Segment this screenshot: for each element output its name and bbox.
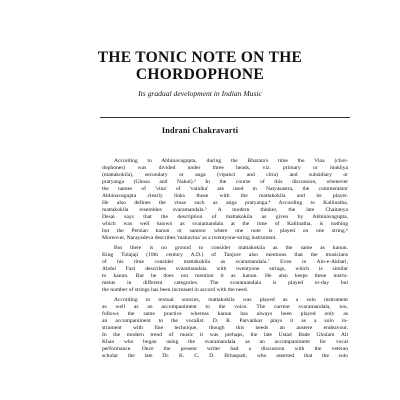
- article-subtitle: Its gradual development in Indian Music: [138, 89, 262, 98]
- body-line: Moreover, Narayadeva describes 'mahavina' as a twentyone-string instrument.: [102, 235, 277, 241]
- body-line: an accompaniment to the vocalist. D. R. Parvatikar plays it as a solo in-: [102, 318, 348, 324]
- body-line: the number of strings has been increased in accord with the need.: [102, 287, 249, 293]
- body-line: Desai says that the description of mattakokila as given by Abhinavagupta,: [102, 214, 348, 220]
- body-line: mattakokila resembles svaramandala.⁵ A modern thinker, the late Chaitanya: [102, 207, 348, 213]
- body-line: According to textual sources, mattakokila was played as a solo instrument: [114, 297, 348, 303]
- title-divider: [100, 117, 350, 118]
- article-title-line-1: THE TONIC NOTE ON THE: [97, 49, 303, 66]
- body-line: as well as an accompaniment to the voice. The current svaramandala, too,: [102, 304, 348, 310]
- body-line: In the modern trend of music it was perhaps, the late Ustad Bade Ghulam Ali: [102, 332, 348, 338]
- body-line: but the Persian kanun or santoor where one note is played on one string.⁶: [102, 228, 348, 234]
- body-line: scholar the late Dr. K. C. D. Brhaspati, who asserted that the solo: [102, 353, 348, 359]
- body-line: follows the same practice whereas kanun has always been played only as: [102, 311, 348, 317]
- body-line: to kanun. But he does not mention it as kanun. He also keeps these instru-: [102, 273, 348, 279]
- body-line: strument with fine technique, though this needs an austere endeavour.: [102, 325, 348, 331]
- body-line: which was well known as svaramandala at the time of Kallinatha, is nothing: [102, 221, 348, 227]
- body-line: Khan who began using the svaramandala as an accompaniment for vocal: [102, 339, 348, 345]
- body-line: of his time consider mattakokila as svaramandala.⁷ Even in Ain-e-Akbari,: [102, 259, 348, 265]
- body-line: According to Abhinavagupta, during the Bharata's time the Vina (chor-: [114, 158, 348, 164]
- body-line: (mattakokila), secondary or anga (vipanci and citra) and subsidiary or: [102, 172, 348, 178]
- body-line: ments in different categories. The svaramandala is played to-day but: [102, 280, 348, 286]
- body-line: pratyanga (Ghosa and Nakul).³ In the course of this discussion, whenever: [102, 179, 348, 185]
- body-line: He also defines the vinas such as anga pratyanga.⁴ According to Kallinatha,: [102, 200, 348, 206]
- body-line: But there is no ground to consider mattakokila as the same as kanun.: [114, 245, 348, 251]
- body-line: King Tulajaji (18th century A.D.) of Tanjore also mentions that the musicians: [102, 252, 348, 258]
- author-name: Indrani Chakravarti: [161, 126, 239, 135]
- body-line: Abdul Fazl describes svaramandala with twentyone strings, which is similar: [102, 266, 348, 272]
- body-line: Abhinavagupta clearly links those with the mattakokila and its player.: [102, 193, 348, 199]
- article-title-line-2: CHORDOPHONE: [135, 66, 265, 83]
- body-line: dophones) was divided under three heads, viz. primary or mukhya: [102, 165, 348, 171]
- body-line: performance. Once the present writer had a discussion with the veteran: [102, 346, 348, 352]
- body-line: the names of 'vina' of 'vainika' are used in Natyasastra, the commentator: [102, 186, 348, 192]
